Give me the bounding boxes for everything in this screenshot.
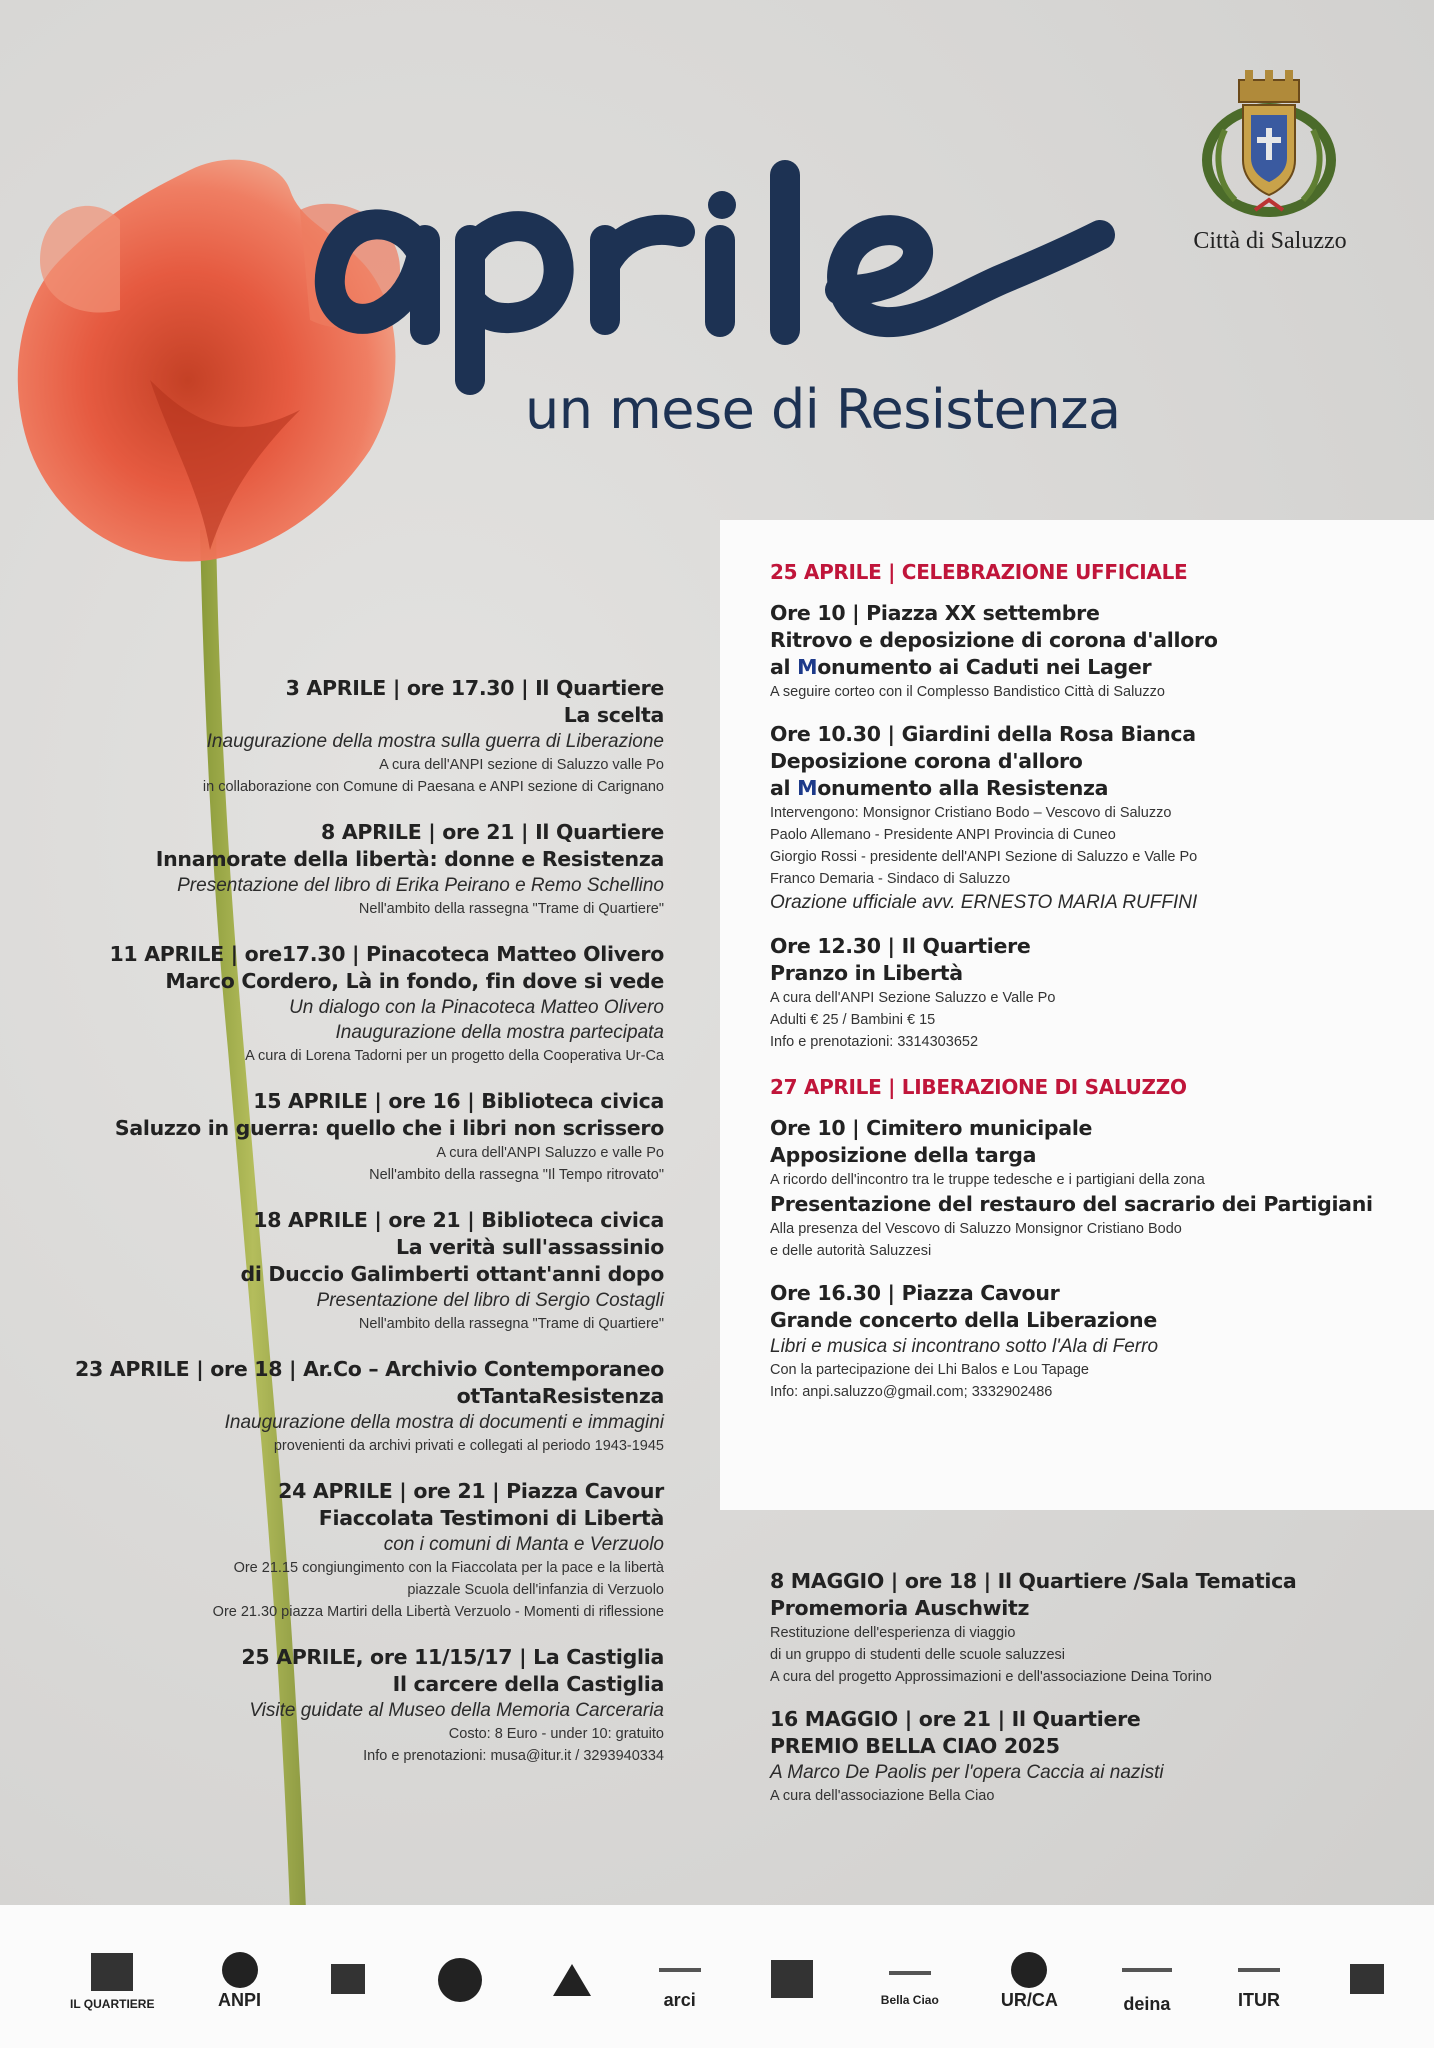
anpi-logo (217, 1950, 263, 2011)
event-title: Ritrovo e deposizione di corona d'alloro (770, 628, 1218, 652)
event-detail: A cura dell'ANPI Saluzzo e valle Po (436, 1145, 664, 1161)
event-block (24, 1207, 664, 1335)
event-detail: A cura dell'ANPI Sezione Saluzzo e Valle Po (770, 990, 1056, 1006)
event-detail: Adulti € 25 / Bambini € 15 (770, 1012, 936, 1028)
event-description: Inaugurazione della mostra partecipata (335, 1022, 664, 1043)
event-detail: in collaborazione con Comune di Paesana e ANPI sezione di Carignano (202, 779, 664, 795)
event-description: Orazione ufficiale avv. ERNESTO MARIA RUFFINI (770, 892, 1198, 913)
event-title: al Monumento ai Caduti nei Lager (770, 655, 1152, 679)
section-title: 25 APRILE | CELEBRAZIONE UFFICIALE (770, 560, 1188, 584)
event-heading: Ore 12.30 | Il Quartiere (770, 934, 1031, 958)
ur-ca-icon (1006, 1950, 1052, 1990)
anpi-icon (217, 1950, 263, 1990)
event-heading: 11 APRILE | ore17.30 | Pinacoteca Matteo Olivero (109, 942, 664, 966)
event-title: Pranzo in Libertà (770, 961, 963, 985)
event-detail: Intervengono: Monsignor Cristiano Bodo – Vescovo di Saluzzo (770, 805, 1172, 821)
trame-di-quartiere-logo (549, 1960, 595, 2000)
istituto-resistenza-icon (325, 1960, 371, 2000)
itur-icon (1236, 1950, 1282, 1990)
event-block (770, 1115, 1380, 1262)
event-title: Saluzzo in guerra: quello che i libri non scrissero (114, 1116, 664, 1140)
event-title: Promemoria Auschwitz (770, 1596, 1030, 1620)
event-detail: Con la partecipazione dei Lhi Balos e Lou Tapage (770, 1362, 1089, 1378)
event-description: Libri e musica si incontrano sotto l'Ala di Ferro (770, 1336, 1159, 1357)
event-block (24, 1356, 664, 1457)
event-description: Visite guidate al Museo della Memoria Carceraria (249, 1700, 664, 1721)
ur-ca-logo (1001, 1950, 1058, 2011)
event-detail: di un gruppo di studenti delle scuole saluzzesi (770, 1647, 1066, 1663)
castle-icon (765, 1956, 819, 2004)
istituto-resistenza-logo (325, 1960, 371, 2000)
event-detail: A ricordo dell'incontro tra le truppe tedesche e i partigiani della zona (770, 1172, 1205, 1188)
arci-icon (657, 1950, 703, 1990)
event-detail: Alla presenza del Vescovo di Saluzzo Monsignor Cristiano Bodo (770, 1221, 1182, 1237)
deina-icon (1120, 1946, 1174, 1994)
event-block (24, 941, 664, 1067)
event-block (24, 1088, 664, 1186)
event-detail: Info e prenotazioni: musa@itur.it / 3293940334 (363, 1748, 664, 1764)
istituti-scolastici-icon (1344, 1960, 1390, 2000)
event-title: Fiaccolata Testimoni di Libertà (318, 1506, 664, 1530)
event-block (770, 933, 1380, 1053)
monument-initial: M (797, 776, 818, 800)
circular-seal-logo (433, 1956, 487, 2004)
event-title: otTantaResistenza (456, 1384, 664, 1408)
event-detail: A cura dell'ANPI sezione di Saluzzo valle Po (379, 757, 664, 773)
event-title: Marco Cordero, Là in fondo, fin dove si vede (165, 969, 664, 993)
event-heading: Ore 16.30 | Piazza Cavour (770, 1281, 1060, 1305)
event-heading: 8 MAGGIO | ore 18 | Il Quartiere /Sala Tematica (770, 1569, 1297, 1593)
event-detail: Nell'ambito della rassegna "Trame di Quartiere" (358, 901, 664, 917)
event-description: Presentazione del libro di Erika Peirano e Remo Schellino (177, 875, 664, 896)
event-heading: 8 APRILE | ore 21 | Il Quartiere (321, 820, 664, 844)
event-detail: Franco Demaria - Sindaco di Saluzzo (770, 871, 1011, 887)
il-quartiere-logo (70, 1949, 154, 2011)
right-events-column (770, 560, 1380, 1421)
city-name: Città di Saluzzo (1193, 228, 1347, 254)
event-detail: A seguire corteo con il Complesso Bandistico Città di Saluzzo (770, 684, 1165, 700)
istituti-scolastici-logo (1344, 1960, 1390, 2000)
bella-ciao-icon (887, 1953, 933, 1993)
city-crest-icon (1195, 60, 1343, 220)
event-detail: Nell'ambito della rassegna "Il Tempo ritrovato" (369, 1167, 664, 1183)
event-title: La verità sull'assassinio (395, 1235, 664, 1259)
event-title: Deposizione corona d'alloro (770, 749, 1083, 773)
deina-logo (1120, 1946, 1174, 2015)
event-title: Innamorate della libertà: donne e Resistenza (155, 847, 664, 871)
event-detail: Info: anpi.saluzzo@gmail.com; 3332902486 (770, 1384, 1053, 1400)
event-block (770, 1280, 1380, 1403)
event-block (770, 600, 1380, 703)
monument-initial: M (797, 655, 818, 679)
event-description: Presentazione del libro di Sergio Costagli (316, 1290, 664, 1311)
event-detail: provenienti da archivi privati e collegati al periodo 1943-1945 (273, 1438, 664, 1454)
event-heading: Ore 10.30 | Giardini della Rosa Bianca (770, 722, 1196, 746)
event-detail: Costo: 8 Euro - under 10: gratuito (448, 1726, 664, 1742)
event-heading: Ore 10 | Piazza XX settembre (770, 601, 1100, 625)
event-title: di Duccio Galimberti ottant'anni dopo (240, 1262, 664, 1286)
event-detail: Ore 21.30 piazza Martiri della Libertà Verzuolo - Momenti di riflessione (212, 1604, 664, 1620)
event-heading: 23 APRILE | ore 18 | Ar.Co – Archivio Contemporaneo (75, 1357, 664, 1381)
event-detail: piazzale Scuola dell'infanzia di Verzuolo (407, 1582, 664, 1598)
event-description: A Marco De Paolis per l'opera Caccia ai nazisti (770, 1762, 1164, 1783)
event-title: PREMIO BELLA CIAO 2025 (770, 1734, 1060, 1758)
circular-seal-icon (433, 1956, 487, 2004)
may-events-column (770, 1568, 1380, 1825)
arci-logo (657, 1950, 703, 2011)
event-title: Apposizione della targa (770, 1143, 1037, 1167)
event-heading: 25 APRILE, ore 11/15/17 | La Castiglia (241, 1645, 664, 1669)
logo-label: ANPI (217, 1989, 261, 2010)
event-detail: Restituzione dell'esperienza di viaggio (770, 1625, 1016, 1641)
event-description: Inaugurazione della mostra sulla guerra di Liberazione (206, 731, 664, 752)
event-block (24, 819, 664, 920)
logo-label: ITUR (1237, 1989, 1280, 2010)
event-block (24, 1478, 664, 1623)
left-events-column (24, 675, 664, 1788)
event-block (24, 1644, 664, 1767)
event-block (770, 1706, 1380, 1807)
logo-label: UR/CA (1000, 1989, 1058, 2010)
event-description: con i comuni di Manta e Verzuolo (383, 1534, 664, 1555)
event-detail: Ore 21.15 congiungimento con la Fiaccolata per la pace e la libertà (233, 1560, 664, 1576)
event-detail: A cura di Lorena Tadorni per un progetto della Cooperativa Ur-Ca (245, 1048, 664, 1064)
event-detail: A cura dell'associazione Bella Ciao (770, 1788, 995, 1804)
bella-ciao-logo (881, 1953, 939, 2007)
il-quartiere-icon (85, 1949, 139, 1997)
event-detail: Info e prenotazioni: 3314303652 (770, 1034, 979, 1050)
event-title: al Monumento alla Resistenza (770, 776, 1109, 800)
logo-label: IL QUARTIERE (70, 1997, 155, 2011)
event-block (24, 675, 664, 798)
logo-label: arci (663, 1989, 696, 2010)
event-title: La scelta (563, 703, 664, 727)
event-detail: A cura del progetto Approssimazioni e dell'associazione Deina Torino (770, 1669, 1212, 1685)
event-heading: 18 APRILE | ore 21 | Biblioteca civica (253, 1208, 664, 1232)
event-detail: Paolo Allemano - Presidente ANPI Provincia di Cuneo (770, 827, 1116, 843)
logo-label: deina (1123, 1993, 1171, 2014)
event-heading: 16 MAGGIO | ore 21 | Il Quartiere (770, 1707, 1141, 1731)
subtitle: un mese di Resistenza (525, 378, 1121, 441)
logo-label: Bella Ciao (880, 1993, 939, 2007)
event-block (770, 721, 1380, 915)
event-detail: Giorgio Rossi - presidente dell'ANPI Sezione di Saluzzo e Valle Po (770, 849, 1198, 865)
event-title: Grande concerto della Liberazione (770, 1308, 1157, 1332)
itur-logo (1236, 1950, 1282, 2011)
event-heading: 3 APRILE | ore 17.30 | Il Quartiere (285, 676, 664, 700)
sponsor-logos (70, 1940, 1390, 2020)
trame-di-quartiere-icon (549, 1960, 595, 2000)
event-heading: 15 APRILE | ore 16 | Biblioteca civica (253, 1089, 664, 1113)
event-description: Inaugurazione della mostra di documenti e immagini (224, 1412, 664, 1433)
event-description: Un dialogo con la Pinacoteca Matteo Olivero (289, 997, 664, 1018)
castle-logo (765, 1956, 819, 2004)
event-heading: 24 APRILE | ore 21 | Piazza Cavour (278, 1479, 664, 1503)
event-block (770, 1568, 1380, 1688)
section-title: 27 APRILE | LIBERAZIONE DI SALUZZO (770, 1075, 1187, 1099)
event-detail: e delle autorità Saluzzesi (770, 1243, 932, 1259)
event-title: Il carcere della Castiglia (392, 1672, 664, 1696)
event-detail: Nell'ambito della rassegna "Trame di Quartiere" (358, 1316, 664, 1332)
event-heading: Ore 10 | Cimitero municipale (770, 1116, 1093, 1140)
event-title: Presentazione del restauro del sacrario dei Partigiani (770, 1192, 1373, 1216)
